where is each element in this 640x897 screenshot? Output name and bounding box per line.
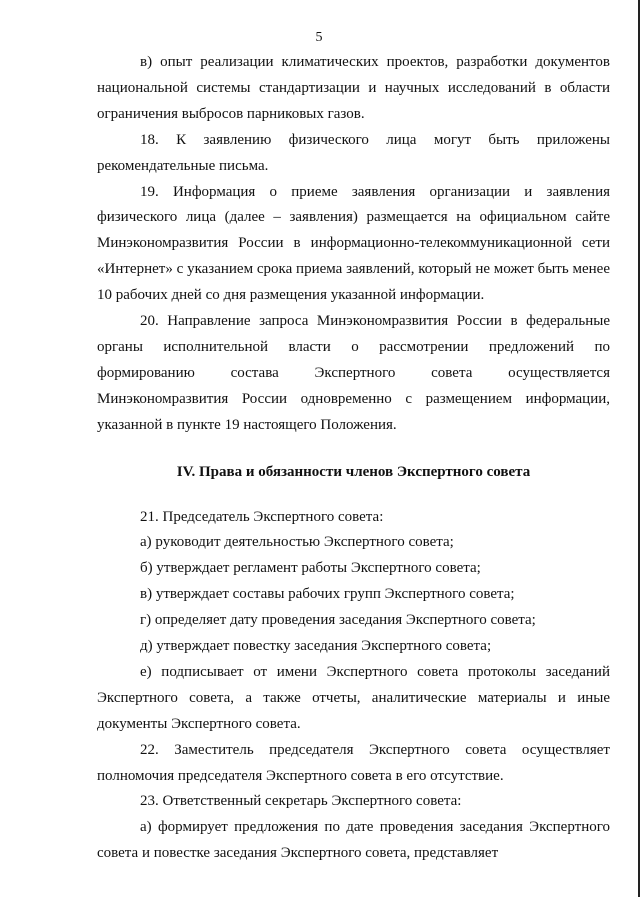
paragraph-21e: д) утверждает повестку заседания Экспертного совета;: [140, 638, 492, 655]
paragraph-23: 23. Ответственный секретарь Экспертного совета:: [140, 793, 462, 810]
paragraph-23a: а) формирует предложения по дате проведения заседания Экспертного совета и повестке заседания Экспертного совета, представляет: [97, 819, 610, 862]
paragraph-20: 20. Направление запроса Минэкономразвития России в федеральные органы исполнительной власти о рассмотрении предложений по формированию состава Экспертного совета осуществляется Минэкономразвития России одновременно с размещением информации, указанной в пункте 19 настоящего Положения.: [97, 313, 610, 433]
paragraph-21c: в) утверждает составы рабочих групп Экспертного совета;: [140, 586, 515, 603]
paragraph-22: 22. Заместитель председателя Экспертного совета осуществляет полномочия председателя Экспертного совета в его отсутствие.: [97, 741, 610, 784]
section-heading: IV. Права и обязанности членов Экспертного совета: [176, 463, 531, 480]
paragraph-19: 19. Информация о приеме заявления организации и заявления физического лица (далее – заявления) размещается на официальном сайте Минэкономразвития России в информационно-телекоммуникационной сети «Интернет» с указанием срока приема заявлений, который не может быть менее 10 рабочих дней со дня размещения указанной информации.: [97, 183, 610, 304]
paragraph-21d: г) определяет дату проведения заседания Экспертного совета;: [140, 612, 536, 629]
paragraph-21a: а) руководит деятельностью Экспертного совета;: [140, 534, 454, 551]
paragraph-18: 18. К заявлению физического лица могут быть приложены рекомендательные письма.: [97, 131, 610, 174]
paragraph-17c: в) опыт реализации климатических проектов, разработки документов национальной системы стандартизации и научных исследований в области ограничения выбросов парниковых газов.: [97, 54, 610, 122]
paragraph-21: 21. Председатель Экспертного совета:: [140, 508, 384, 525]
document-body: [97, 50, 610, 867]
page-number: 5: [315, 30, 323, 45]
paragraph-21f: е) подписывает от имени Экспертного совета протоколы заседаний Экспертного совета, а также отчеты, аналитические материалы и иные документы Экспертного совета.: [97, 663, 610, 732]
paragraph-21b: б) утверждает регламент работы Экспертного совета;: [140, 560, 481, 577]
